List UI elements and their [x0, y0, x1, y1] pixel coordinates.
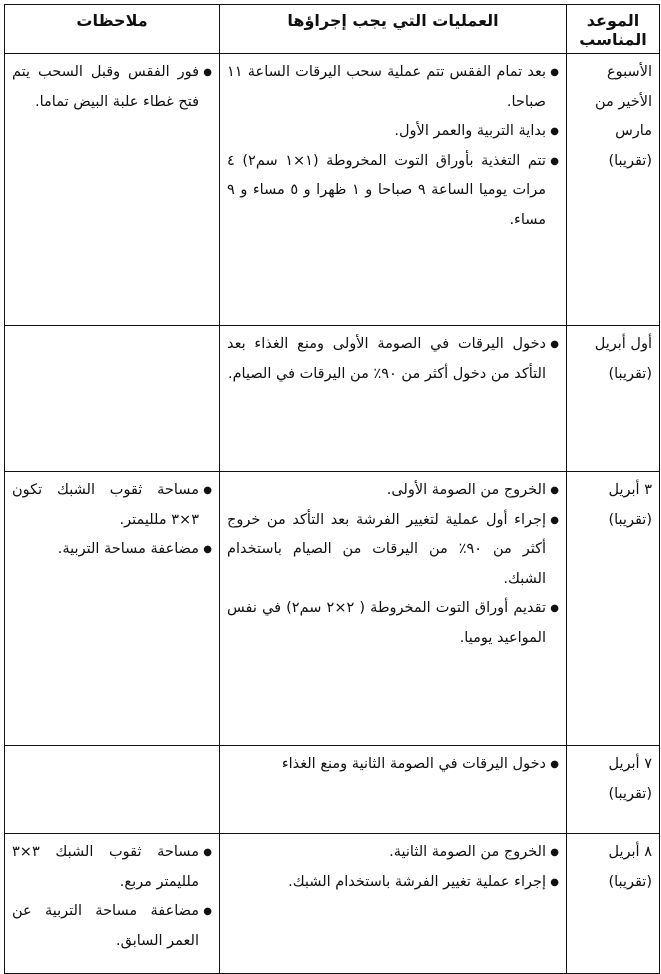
table-row	[5, 326, 660, 472]
note-item: ● مساحة ثقوب الشبك ٣×٣ ملليمتر مربع.	[12, 838, 212, 897]
operation-item: ● تقديم أوراق التوت المخروطة ( ٢×٢ سم٢) في نفس المواعيد يوميا.	[227, 594, 559, 653]
time-cell: أول أبريل (تقريبا)	[567, 326, 660, 472]
table-row	[5, 834, 660, 974]
operation-item: ● بداية التربية والعمر الأول.	[227, 117, 559, 147]
header-time: الموعد المناسب	[567, 5, 660, 54]
notes-cell	[5, 834, 220, 974]
time-cell: ٧ أبريل (تقريبا)	[567, 746, 660, 834]
notes-cell	[5, 472, 220, 746]
table-row	[5, 54, 660, 326]
schedule-table	[4, 4, 660, 974]
operations-cell	[220, 472, 567, 746]
operation-item: ● الخروج من الصومة الثانية.	[227, 838, 559, 868]
notes-cell	[5, 746, 220, 834]
notes-list	[12, 58, 212, 117]
operations-list	[227, 58, 559, 236]
time-cell: ٨ أبريل (تقريبا)	[567, 834, 660, 974]
operations-list	[227, 330, 559, 389]
operation-item: ● دخول اليرقات في الصومة الثانية ومنع الغذاء	[227, 750, 559, 780]
notes-list	[12, 476, 212, 565]
note-item: ● مضاعفة مساحة التربية عن العمر السابق.	[12, 897, 212, 956]
operations-list	[227, 838, 559, 897]
operation-item: ● دخول اليرقات في الصومة الأولى ومنع الغذاء بعد التأكد من دخول أكثر من ٩٠٪ من اليرقات في الصيام.	[227, 330, 559, 389]
header-operations: العمليات التي يجب إجراؤها	[220, 5, 567, 54]
operation-item: ● بعد تمام الفقس تتم عملية سحب اليرقات الساعة ١١ صباحا.	[227, 58, 559, 117]
table-body	[5, 54, 660, 974]
note-item: ● مساحة ثقوب الشبك تكون ٣×٣ ملليمتر.	[12, 476, 212, 535]
note-item: ● مضاعفة مساحة التربية.	[12, 535, 212, 565]
table-row	[5, 746, 660, 834]
notes-cell	[5, 54, 220, 326]
operations-cell	[220, 746, 567, 834]
operation-item: ● إجراء أول عملية لتغيير الفرشة بعد التأكد من خروج أكثر من ٩٠٪ من اليرقات من الصيام باستخدام الشبك.	[227, 506, 559, 595]
header-row	[5, 5, 660, 54]
header-notes: ملاحظات	[5, 5, 220, 54]
time-cell: الأسبوع الأخير من مارس (تقريبا)	[567, 54, 660, 326]
table-row	[5, 472, 660, 746]
operations-cell	[220, 54, 567, 326]
table-header	[5, 5, 660, 54]
operation-item: ● الخروج من الصومة الأولى.	[227, 476, 559, 506]
operations-list	[227, 476, 559, 654]
operations-cell	[220, 326, 567, 472]
notes-list	[12, 838, 212, 956]
operation-item: ● إجراء عملية تغيير الفرشة باستخدام الشبك.	[227, 868, 559, 898]
time-cell: ٣ أبريل (تقريبا)	[567, 472, 660, 746]
operations-list	[227, 750, 559, 780]
operation-item: ● تتم التغذية بأوراق التوت المخروطة (١×١ سم٢) ٤ مرات يوميا الساعة ٩ صباحا و ١ ظهرا و ٥ مساء و ٩ مساء.	[227, 147, 559, 236]
operations-cell	[220, 834, 567, 974]
notes-cell	[5, 326, 220, 472]
note-item: ● فور الفقس وقبل السحب يتم فتح غطاء علبة البيض تماما.	[12, 58, 212, 117]
